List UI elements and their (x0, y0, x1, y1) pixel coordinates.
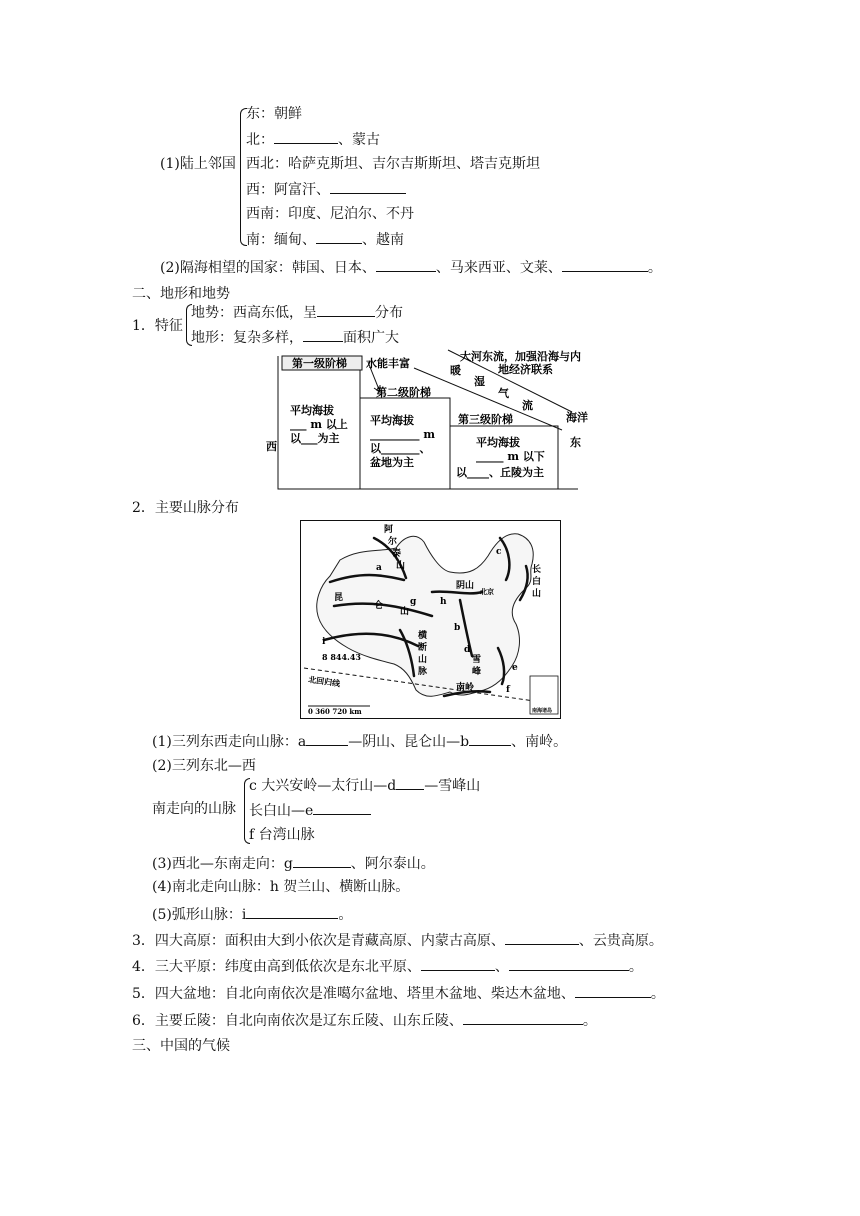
label-heng-4: 脉 (418, 667, 428, 677)
air: 气 (498, 387, 509, 400)
q2-c: c 大兴安岭—太行山—d —雪峰山 (249, 775, 480, 796)
s1-d: 为主 (317, 432, 340, 445)
section-title-terrain: 二、地形和地势 (132, 286, 230, 302)
blank[interactable] (376, 257, 436, 272)
blank[interactable] (306, 731, 348, 746)
label-yinshan: 阴山 (456, 581, 475, 591)
label-altai-2: 尔 (388, 537, 398, 547)
blank[interactable] (274, 129, 338, 144)
blank[interactable] (246, 904, 338, 919)
q3: (3)西北—东南走向：g 、阿尔泰山。 (152, 853, 435, 874)
s3-d: 、丘陵为主 (489, 466, 544, 479)
east: 东 (570, 436, 581, 449)
neighbor-west: 西：阿富汗、 (246, 179, 406, 200)
label-changbai-1: 长 (532, 565, 542, 575)
label-scale: 0 360 720 km (308, 707, 362, 716)
label-feng: 峰 (472, 667, 482, 677)
s1-a: 平均海拔 (290, 404, 334, 417)
label-g: g (410, 597, 417, 607)
blank[interactable] (469, 731, 511, 746)
svg-text:以____、丘陵为主: 以____、丘陵为主 (456, 466, 544, 479)
river-label: 大河东流，加强沿海与内 (460, 350, 581, 363)
q5: (5)弧形山脉：i 。 (152, 904, 352, 925)
s1-b: m 以上 (310, 418, 348, 431)
blank[interactable] (562, 257, 648, 272)
terrain-trend: 地势：西高东低，呈 分布 (191, 302, 403, 323)
ocean: 海洋 (566, 411, 588, 424)
wet: 湿 (474, 375, 485, 388)
svg-text:_____ m 以下: _____ m 以下 (476, 450, 545, 463)
label-i: i (322, 637, 326, 647)
label-beijing: 北京 (480, 587, 494, 596)
svg-text:以_______、: 以_______、 (370, 442, 431, 455)
s2-b: m (423, 428, 435, 441)
blank[interactable] (313, 800, 371, 815)
svg-text:_________ m: _________ m (370, 428, 435, 441)
label-heng-3: 山 (418, 655, 428, 665)
blank[interactable] (505, 930, 579, 945)
label-c: c (496, 547, 502, 557)
s2-d: 、 (419, 442, 431, 455)
neighbor-south: 南：缅甸、 、越南 (246, 229, 404, 250)
flow: 流 (522, 399, 533, 412)
q4: (4)南北走向山脉：h 贺兰山、横断山脉。 (152, 879, 410, 895)
s2-c: 以 (370, 442, 381, 455)
label-altai-1: 阿 (384, 525, 394, 535)
plains: 4．三大平原：纬度由高到低依次是东北平原、 、 。 (132, 956, 643, 977)
label-xue: 雪 (472, 655, 482, 665)
label-altai-3: 泰 (392, 549, 402, 559)
s1-c: 以 (290, 432, 301, 445)
q2: (2)三列东北—西 (152, 758, 256, 774)
neighbor-east: 东：朝鲜 (246, 106, 302, 122)
neighbor-north: 北： 、蒙古 (246, 129, 380, 150)
label-altai-4: 山 (396, 561, 406, 571)
label-heng-1: 横 (418, 631, 428, 641)
label-lun: 仑 (374, 601, 384, 611)
label-f: f (506, 685, 510, 695)
label-peak: 8 844.43 (322, 652, 361, 662)
label-shan: 山 (400, 607, 410, 617)
label-tropic: 北回归线 (307, 674, 341, 689)
label-a: a (376, 563, 382, 573)
label-inset: 南海诸岛 (532, 708, 553, 714)
q2-e: 长白山—e (249, 800, 371, 821)
neighbor-southwest: 西南：印度、尼泊尔、不丹 (246, 206, 414, 222)
svg-text:___ m 以上: ___ m 以上 (290, 418, 348, 431)
label-heng-2: 断 (418, 643, 428, 653)
s2-e: 盆地为主 (370, 456, 414, 469)
mountains-title: 2．主要山脉分布 (132, 500, 239, 516)
blank[interactable] (509, 956, 629, 971)
blank[interactable] (330, 179, 406, 194)
section-title-climate: 三、中国的气候 (132, 1038, 230, 1054)
river-label-2: 地经济联系 (498, 363, 553, 376)
hills: 6．主要丘陵：自北向南依次是辽东丘陵、山东丘陵、 。 (132, 1010, 597, 1031)
label-b: b (454, 623, 461, 633)
blank[interactable] (575, 983, 651, 998)
step1-label: 第一级阶梯 (292, 357, 347, 370)
mountain-map (300, 520, 562, 720)
terrain-steps-diagram (260, 346, 590, 494)
blank[interactable] (396, 775, 424, 790)
landform: 地形：复杂多样， 面积广大 (191, 327, 399, 348)
feature-label: 1．特征 (132, 318, 183, 334)
blank[interactable] (463, 1010, 583, 1025)
label-kun: 昆 (334, 593, 344, 603)
sea-neighbors: (2)隔海相望的国家：韩国、日本、 、马来西亚、文莱、 。 (160, 257, 662, 278)
blank[interactable] (293, 853, 351, 868)
q2-label: 南走向的山脉 (152, 801, 236, 817)
label-nanling: 南岭 (456, 683, 475, 693)
warm: 暖 (450, 364, 461, 377)
step3-label: 第三级阶梯 (458, 413, 513, 426)
s2-a: 平均海拔 (370, 414, 414, 427)
label-h: h (440, 597, 447, 607)
basins: 5．四大盆地：自北向南依次是准噶尔盆地、塔里木盆地、柴达木盆地、 。 (132, 983, 665, 1004)
water-label: 水能丰富 (366, 357, 410, 370)
blank[interactable] (303, 327, 343, 342)
step2-label: 第二级阶梯 (376, 386, 431, 399)
west: 西 (266, 440, 277, 453)
blank[interactable] (421, 956, 495, 971)
blank[interactable] (316, 229, 362, 244)
neighbors-label: (1)陆上邻国 (160, 156, 236, 172)
s3-b: m 以下 (507, 450, 545, 463)
svg-text:以___为主: 以___为主 (290, 432, 340, 445)
label-d: d (464, 645, 471, 655)
q1: (1)三列东西走向山脉：a —阴山、昆仑山—b 、南岭。 (152, 731, 567, 752)
label-changbai-3: 山 (532, 589, 542, 599)
label-changbai-2: 白 (532, 577, 542, 587)
s3-c: 以 (456, 466, 467, 479)
neighbor-northwest: 西北：哈萨克斯坦、吉尔吉斯斯坦、塔吉克斯坦 (246, 156, 540, 172)
label-e: e (512, 663, 518, 673)
q2-f: f 台湾山脉 (249, 827, 315, 843)
plateaus: 3．四大高原：面积由大到小依次是青藏高原、内蒙古高原、 、云贵高原。 (132, 930, 663, 951)
s3-a: 平均海拔 (476, 436, 520, 449)
blank[interactable] (317, 302, 375, 317)
